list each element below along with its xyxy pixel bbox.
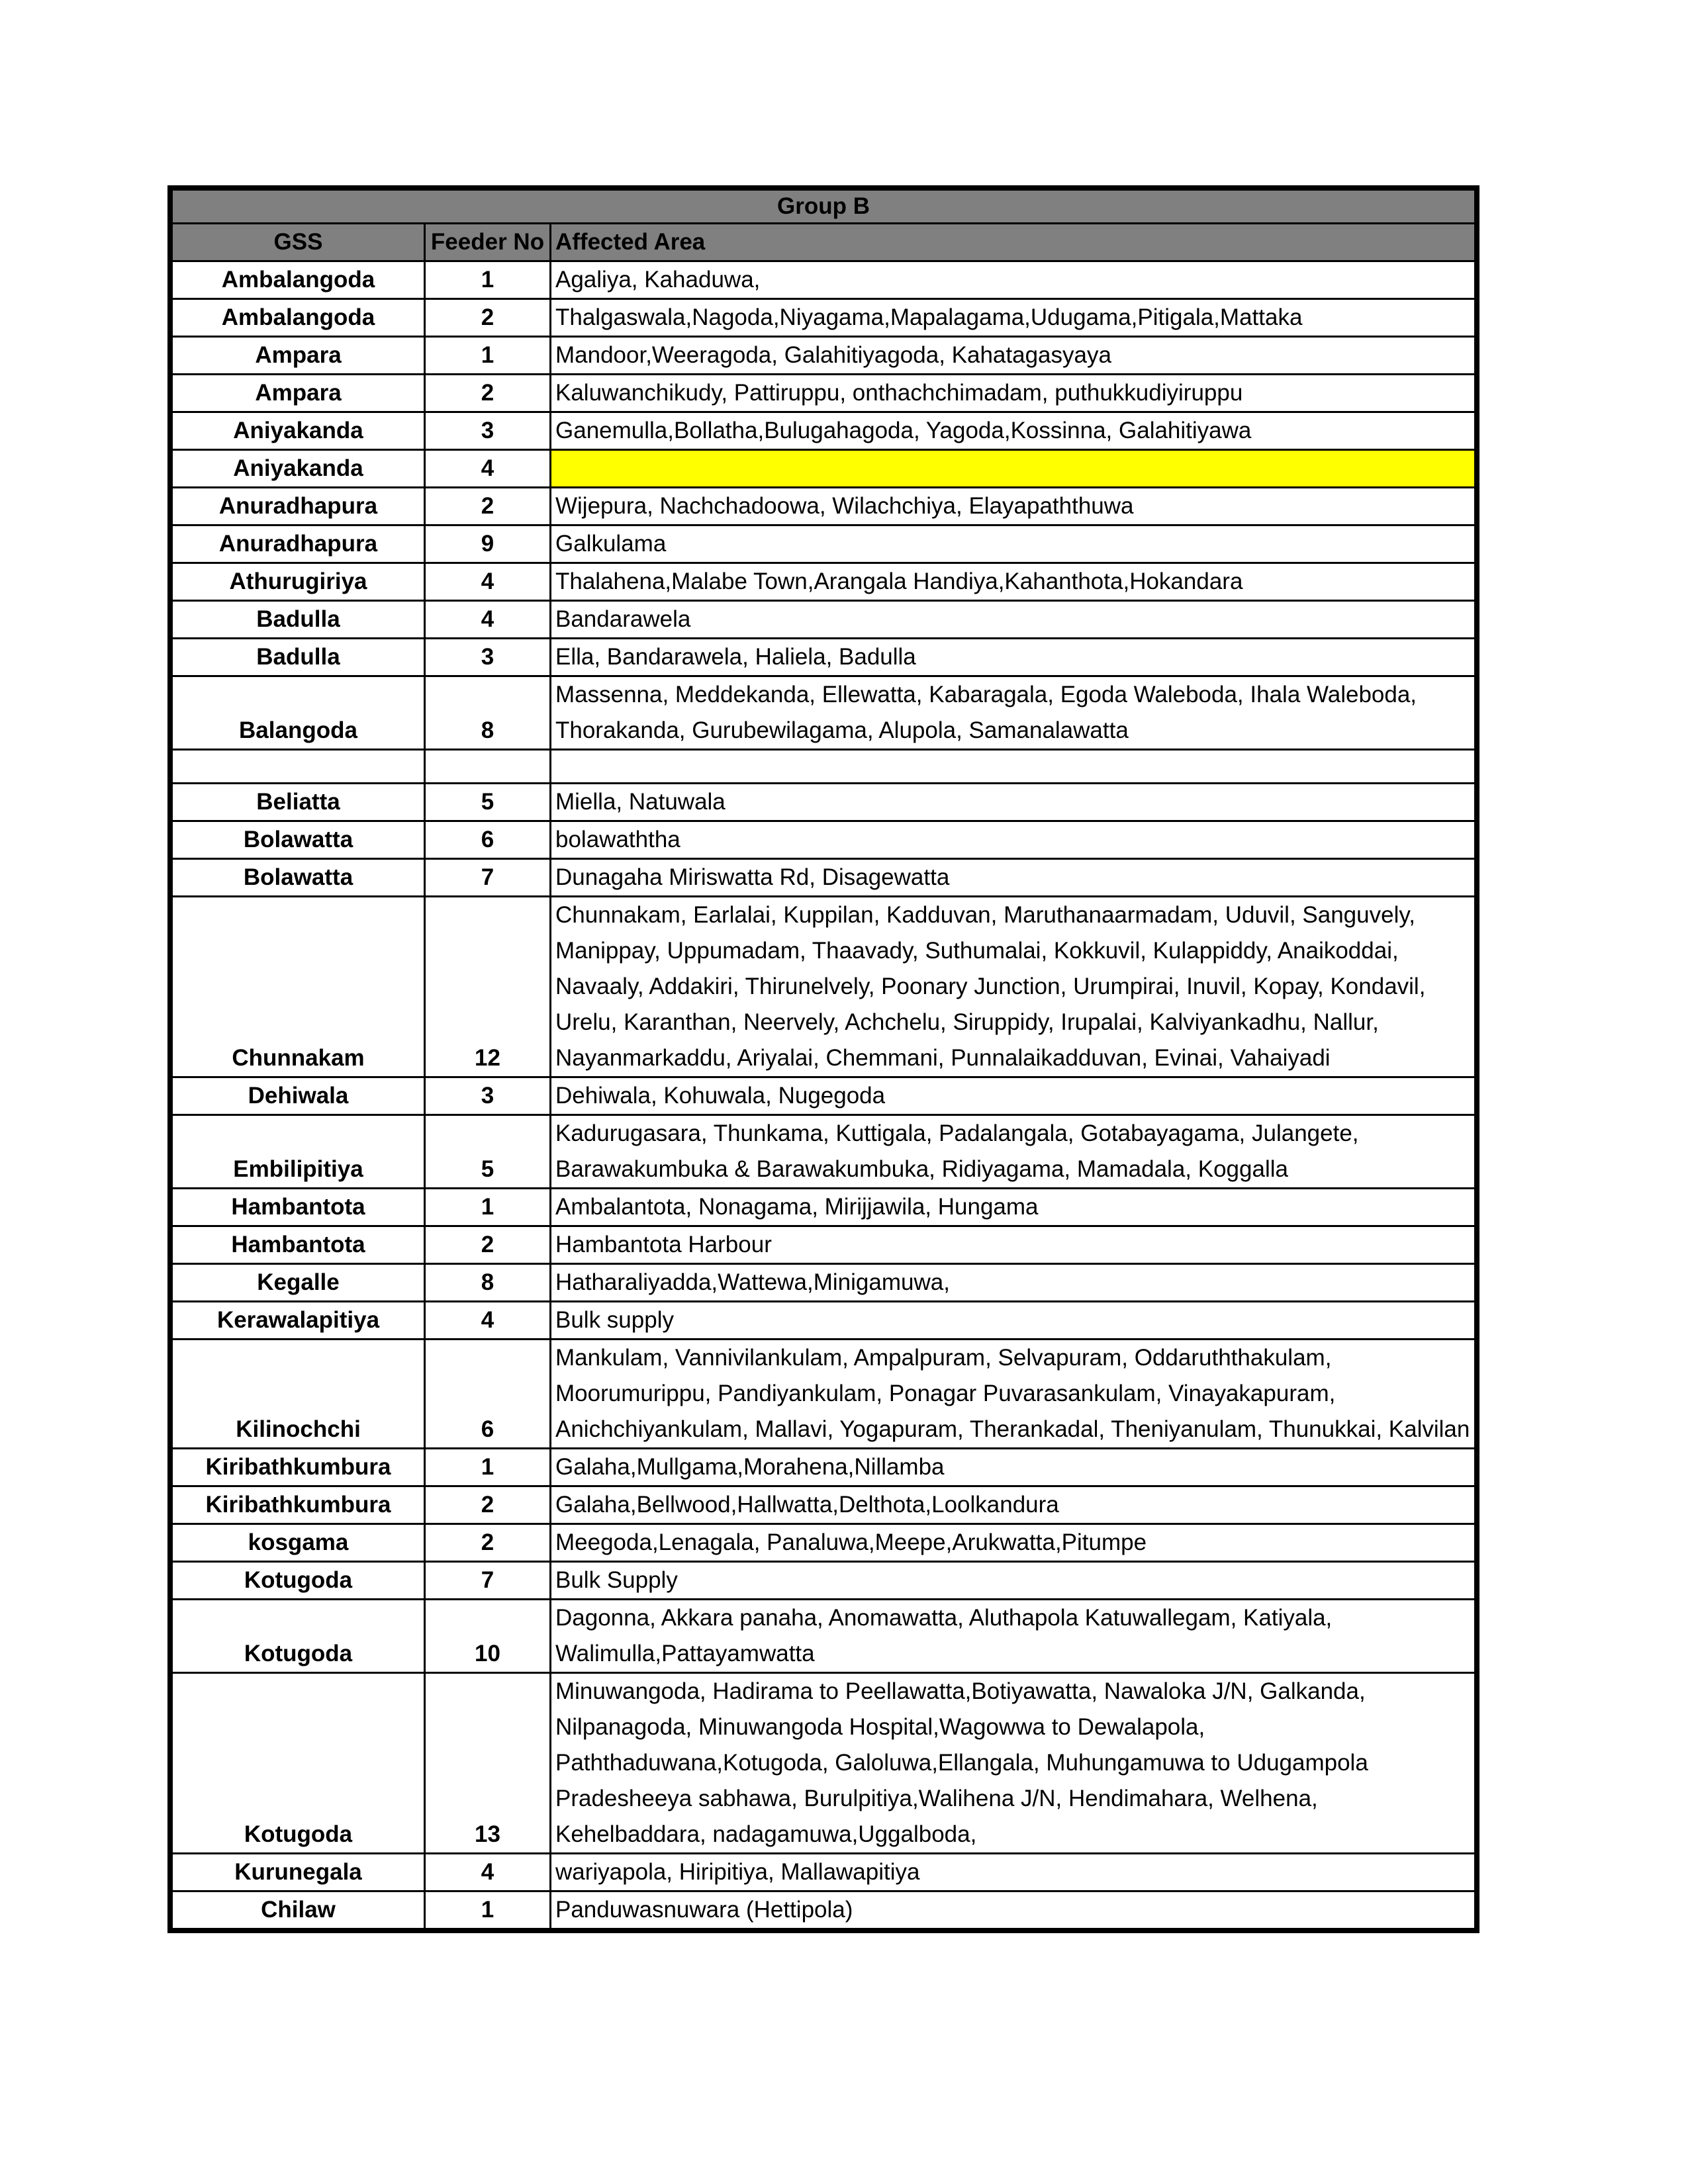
gss-cell: Ampara <box>172 337 425 375</box>
affected-area-cell: Dunagaha Miriswatta Rd, Disagewatta <box>551 859 1476 897</box>
table-row <box>172 488 1476 525</box>
table-row <box>172 1340 1476 1449</box>
feeder-no-cell: 4 <box>425 563 551 601</box>
gss-cell: Balangoda <box>172 676 425 750</box>
feeder-no-cell: 1 <box>425 1189 551 1226</box>
gss-cell: Embilipitiya <box>172 1115 425 1189</box>
gss-cell: Badulla <box>172 639 425 676</box>
feeder-no-cell: 2 <box>425 1524 551 1562</box>
gss-cell: Athurugiriya <box>172 563 425 601</box>
affected-area-cell: Kaluwanchikudy, Pattiruppu, onthachchimadam, puthukkudiyiruppu <box>551 375 1476 412</box>
gss-cell: Kurunegala <box>172 1854 425 1891</box>
gss-cell: Kegalle <box>172 1264 425 1302</box>
feeder-no-cell: 12 <box>425 897 551 1077</box>
affected-area-cell: Thalahena,Malabe Town,Arangala Handiya,Kahanthota,Hokandara <box>551 563 1476 601</box>
feeder-no-cell: 4 <box>425 1854 551 1891</box>
affected-area-cell: Miella, Natuwala <box>551 784 1476 821</box>
feeder-no-cell: 8 <box>425 676 551 750</box>
table-body <box>172 261 1476 1929</box>
table-row <box>172 525 1476 563</box>
gss-cell: Ambalangoda <box>172 299 425 337</box>
table-row <box>172 821 1476 859</box>
affected-area-cell: Meegoda,Lenagala, Panaluwa,Meepe,Arukwatta,Pitumpe <box>551 1524 1476 1562</box>
affected-area-cell: Galaha,Mullgama,Morahena,Nillamba <box>551 1449 1476 1486</box>
group-b-table-sheet <box>167 185 1479 1933</box>
feeder-no-cell: 2 <box>425 1486 551 1524</box>
gss-cell: Beliatta <box>172 784 425 821</box>
table-row <box>172 1673 1476 1854</box>
affected-area-cell: Mandoor,Weeragoda, Galahitiyagoda, Kahatagasyaya <box>551 337 1476 375</box>
table-row <box>172 1854 1476 1891</box>
table-title-row <box>172 190 1476 224</box>
affected-area-cell: Massenna, Meddekanda, Ellewatta, Kabaragala, Egoda Waleboda, Ihala Waleboda, Thorakanda, Gurubewilagama, Alupola, Samanalawatta <box>551 676 1476 750</box>
table-row <box>172 563 1476 601</box>
table-row <box>172 639 1476 676</box>
affected-area-cell: Bandarawela <box>551 601 1476 639</box>
gss-cell: Dehiwala <box>172 1077 425 1115</box>
gss-cell: Hambantota <box>172 1226 425 1264</box>
feeder-no-cell: 10 <box>425 1600 551 1673</box>
affected-area-cell: Minuwangoda, Hadirama to Peellawatta,Botiyawatta, Nawaloka J/N, Galkanda, Nilpanagoda, Minuwangoda Hospital,Wagowwa to Dewalapola, Paththaduwana,Kotugoda, Galoluwa,Ellangala, Muhungamuwa to Udugampola Pradesheeya sabhawa, Burulpitiya,Walihena J/N, Hendimahara, Welhena, Kehelbaddara, nadagamuwa,Uggalboda, <box>551 1673 1476 1854</box>
affected-area-cell: Wijepura, Nachchadoowa, Wilachchiya, Elayapaththuwa <box>551 488 1476 525</box>
affected-area-cell: wariyapola, Hiripitiya, Mallawapitiya <box>551 1854 1476 1891</box>
column-header-feeder: Feeder No <box>425 224 551 261</box>
table-row <box>172 261 1476 299</box>
feeder-table <box>171 189 1476 1930</box>
affected-area-cell: Kadurugasara, Thunkama, Kuttigala, Padalangala, Gotabayagama, Julangete, Barawakumbuka & Barawakumbuka, Ridiyagama, Mamadala, Koggalla <box>551 1115 1476 1189</box>
table-row <box>172 1524 1476 1562</box>
table-row <box>172 1077 1476 1115</box>
column-header-row <box>172 224 1476 261</box>
feeder-no-cell: 2 <box>425 299 551 337</box>
gss-cell: Kotugoda <box>172 1562 425 1600</box>
gss-cell: kosgama <box>172 1524 425 1562</box>
affected-area-cell: Agaliya, Kahaduwa, <box>551 261 1476 299</box>
table-row <box>172 897 1476 1077</box>
feeder-no-cell: 6 <box>425 821 551 859</box>
table-row <box>172 601 1476 639</box>
table-row <box>172 784 1476 821</box>
affected-area-cell <box>551 450 1476 488</box>
gss-cell: Kiribathkumbura <box>172 1449 425 1486</box>
gss-cell: Kotugoda <box>172 1600 425 1673</box>
affected-area-cell: Dehiwala, Kohuwala, Nugegoda <box>551 1077 1476 1115</box>
affected-area-cell: Galkulama <box>551 525 1476 563</box>
gss-cell: Kerawalapitiya <box>172 1302 425 1340</box>
feeder-no-cell: 2 <box>425 488 551 525</box>
affected-area-cell: Ella, Bandarawela, Haliela, Badulla <box>551 639 1476 676</box>
gss-cell: Ambalangoda <box>172 261 425 299</box>
feeder-no-cell: 5 <box>425 784 551 821</box>
affected-area-cell: Hatharaliyadda,Wattewa,Minigamuwa, <box>551 1264 1476 1302</box>
feeder-no-cell: 4 <box>425 450 551 488</box>
affected-area-cell: Chunnakam, Earlalai, Kuppilan, Kadduvan, Maruthanaarmadam, Uduvil, Sanguvely, Manippay, Uppumadam, Thaavady, Suthumalai, Kokkuvil, Kulappiddy, Anaikoddai, Navaaly, Addakiri, Thirunelvely, Poonary Junction, Urumpirai, Inuvil, Kopay, Kondavil, Urelu, Karanthan, Neervely, Achchelu, Siruppidy, Irupalai, Kalviyankadhu, Nallur, Nayanmarkaddu, Ariyalai, Chemmani, Punnalaikadduvan, Evinai, Vahaiyadi <box>551 897 1476 1077</box>
feeder-no-cell: 1 <box>425 1449 551 1486</box>
table-row <box>172 859 1476 897</box>
feeder-no-cell: 7 <box>425 1562 551 1600</box>
affected-area-cell: Panduwasnuwara (Hettipola) <box>551 1891 1476 1929</box>
feeder-no-cell: 7 <box>425 859 551 897</box>
table-row <box>172 375 1476 412</box>
feeder-no-cell: 3 <box>425 1077 551 1115</box>
affected-area-cell: Ganemulla,Bollatha,Bulugahagoda, Yagoda,Kossinna, Galahitiyawa <box>551 412 1476 450</box>
feeder-no-cell: 13 <box>425 1673 551 1854</box>
gss-cell: Chilaw <box>172 1891 425 1929</box>
column-header-affected-area: Affected Area <box>551 224 1476 261</box>
table-row <box>172 1600 1476 1673</box>
table-row <box>172 412 1476 450</box>
feeder-no-cell: 4 <box>425 1302 551 1340</box>
affected-area-cell: Thalgaswala,Nagoda,Niyagama,Mapalagama,Udugama,Pitigala,Mattaka <box>551 299 1476 337</box>
gss-cell: Kiribathkumbura <box>172 1486 425 1524</box>
gss-cell: Hambantota <box>172 1189 425 1226</box>
table-row <box>172 450 1476 488</box>
affected-area-cell: Mankulam, Vannivilankulam, Ampalpuram, Selvapuram, Oddaruththakulam, Moorumurippu, Pandiyankulam, Ponagar Puvarasankulam, Vinayakapuram, Anichchiyankulam, Mallavi, Yogapuram, Therankadal, Theniyanulam, Thunukkai, Kalvilan <box>551 1340 1476 1449</box>
table-row <box>172 1189 1476 1226</box>
affected-area-cell: Dagonna, Akkara panaha, Anomawatta, Aluthapola Katuwallegam, Katiyala, Walimulla,Pattayamwatta <box>551 1600 1476 1673</box>
table-row <box>172 299 1476 337</box>
table-row <box>172 1486 1476 1524</box>
affected-area-cell: Ambalantota, Nonagama, Mirijjawila, Hungama <box>551 1189 1476 1226</box>
affected-area-cell: Galaha,Bellwood,Hallwatta,Delthota,Loolkandura <box>551 1486 1476 1524</box>
affected-area-cell <box>551 750 1476 784</box>
table-row <box>172 1226 1476 1264</box>
affected-area-cell: Hambantota Harbour <box>551 1226 1476 1264</box>
feeder-no-cell: 5 <box>425 1115 551 1189</box>
gss-cell <box>172 750 425 784</box>
table-row <box>172 1449 1476 1486</box>
table-row <box>172 1115 1476 1189</box>
table-row <box>172 337 1476 375</box>
affected-area-cell: Bulk supply <box>551 1302 1476 1340</box>
feeder-no-cell: 4 <box>425 601 551 639</box>
feeder-no-cell <box>425 750 551 784</box>
table-title: Group B <box>172 190 1476 224</box>
feeder-no-cell: 8 <box>425 1264 551 1302</box>
feeder-no-cell: 1 <box>425 1891 551 1929</box>
feeder-no-cell: 9 <box>425 525 551 563</box>
gss-cell: Anuradhapura <box>172 488 425 525</box>
table-row <box>172 676 1476 750</box>
gss-cell: Kotugoda <box>172 1673 425 1854</box>
table-row <box>172 1562 1476 1600</box>
feeder-no-cell: 2 <box>425 375 551 412</box>
feeder-no-cell: 2 <box>425 1226 551 1264</box>
table-row <box>172 750 1476 784</box>
affected-area-cell: Bulk Supply <box>551 1562 1476 1600</box>
gss-cell: Kilinochchi <box>172 1340 425 1449</box>
column-header-gss: GSS <box>172 224 425 261</box>
gss-cell: Chunnakam <box>172 897 425 1077</box>
feeder-no-cell: 1 <box>425 261 551 299</box>
affected-area-cell: bolawaththa <box>551 821 1476 859</box>
gss-cell: Bolawatta <box>172 821 425 859</box>
gss-cell: Aniyakanda <box>172 450 425 488</box>
feeder-no-cell: 1 <box>425 337 551 375</box>
feeder-no-cell: 6 <box>425 1340 551 1449</box>
feeder-no-cell: 3 <box>425 639 551 676</box>
gss-cell: Anuradhapura <box>172 525 425 563</box>
gss-cell: Aniyakanda <box>172 412 425 450</box>
gss-cell: Badulla <box>172 601 425 639</box>
table-row <box>172 1264 1476 1302</box>
gss-cell: Ampara <box>172 375 425 412</box>
table-row <box>172 1891 1476 1929</box>
feeder-no-cell: 3 <box>425 412 551 450</box>
table-row <box>172 1302 1476 1340</box>
gss-cell: Bolawatta <box>172 859 425 897</box>
